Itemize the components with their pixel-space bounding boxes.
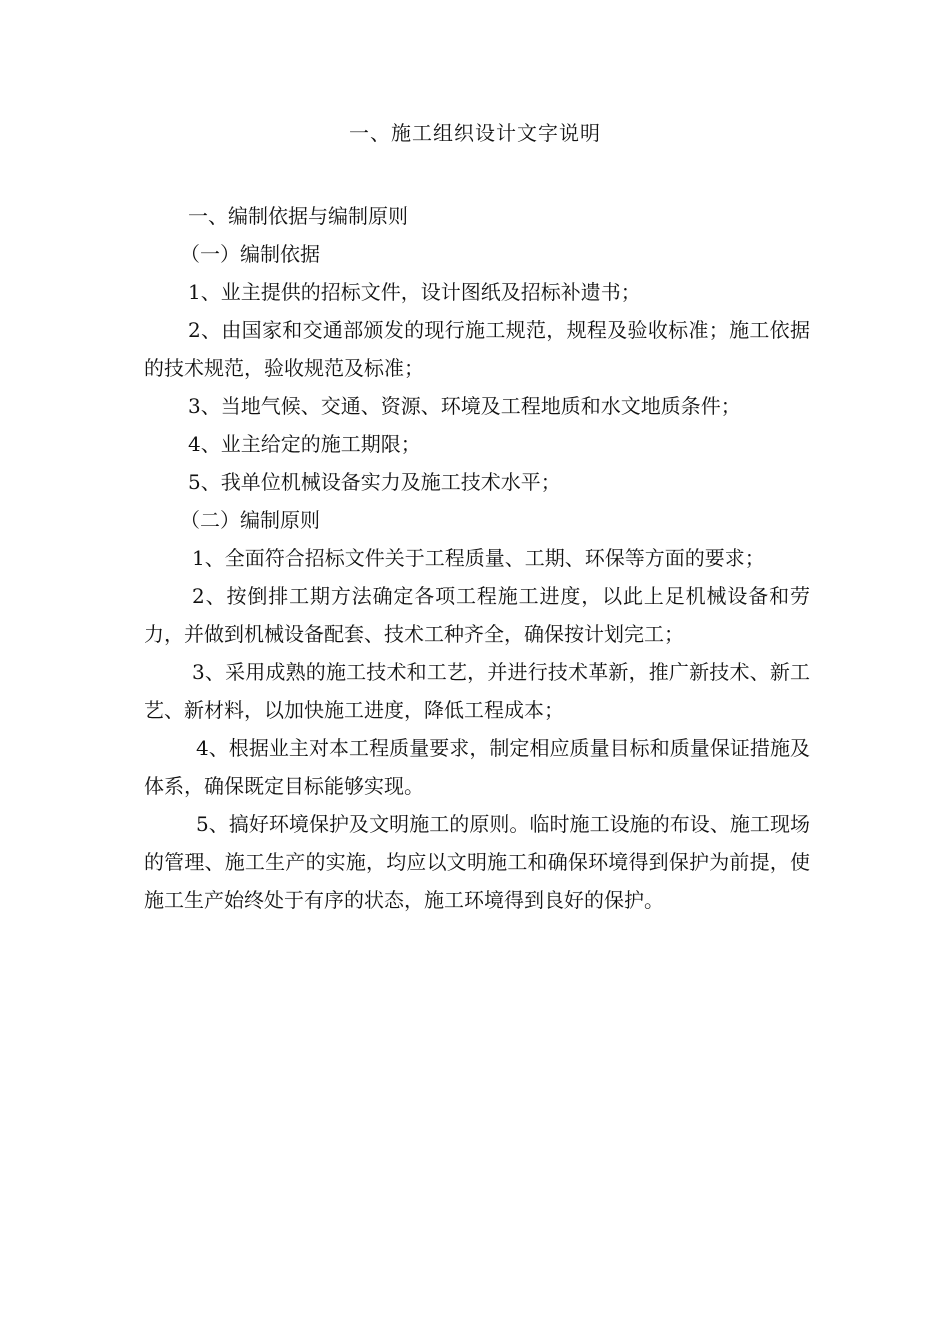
basis-item-1: 1、业主提供的招标文件，设计图纸及招标补遗书；	[188, 280, 641, 304]
basis-item-3: 3、当地气候、交通、资源、环境及工程地质和水文地质条件；	[188, 394, 741, 418]
principles-item-2: 2、按倒排工期方法确定各项工程施工进度，以此上足机械设备和劳力，并做到机械设备配套、技术工种齐全，确保按计划完工；	[144, 584, 810, 646]
section-heading: 一、编制依据与编制原则	[188, 204, 408, 228]
basis-heading: （一）编制依据	[180, 242, 320, 266]
basis-item-5: 5、我单位机械设备实力及施工技术水平；	[188, 470, 561, 494]
principles-item-3: 3、采用成熟的施工技术和工艺，并进行技术革新，推广新技术、新工艺、新材料，以加快施工进度，降低工程成本；	[144, 660, 810, 722]
principles-item-4: 4、根据业主对本工程质量要求，制定相应质量目标和质量保证措施及体系，确保既定目标能够实现。	[144, 736, 810, 798]
document-title: 一、施工组织设计文字说明	[349, 121, 601, 145]
principles-item-5: 5、搞好环境保护及文明施工的原则。临时施工设施的布设、施工现场的管理、施工生产的实施，均应以文明施工和确保环境得到保护为前提，使施工生产始终处于有序的状态，施工环境得到良好的保护。	[144, 812, 810, 912]
basis-item-2: 2、由国家和交通部颁发的现行施工规范，规程及验收标准；施工依据的技术规范，验收规范及标准；	[144, 318, 810, 380]
basis-item-4: 4、业主给定的施工期限；	[188, 432, 421, 456]
principles-item-1: 1、全面符合招标文件关于工程质量、工期、环保等方面的要求；	[192, 546, 765, 570]
principles-heading: （二）编制原则	[180, 508, 320, 532]
document-body	[144, 197, 810, 919]
